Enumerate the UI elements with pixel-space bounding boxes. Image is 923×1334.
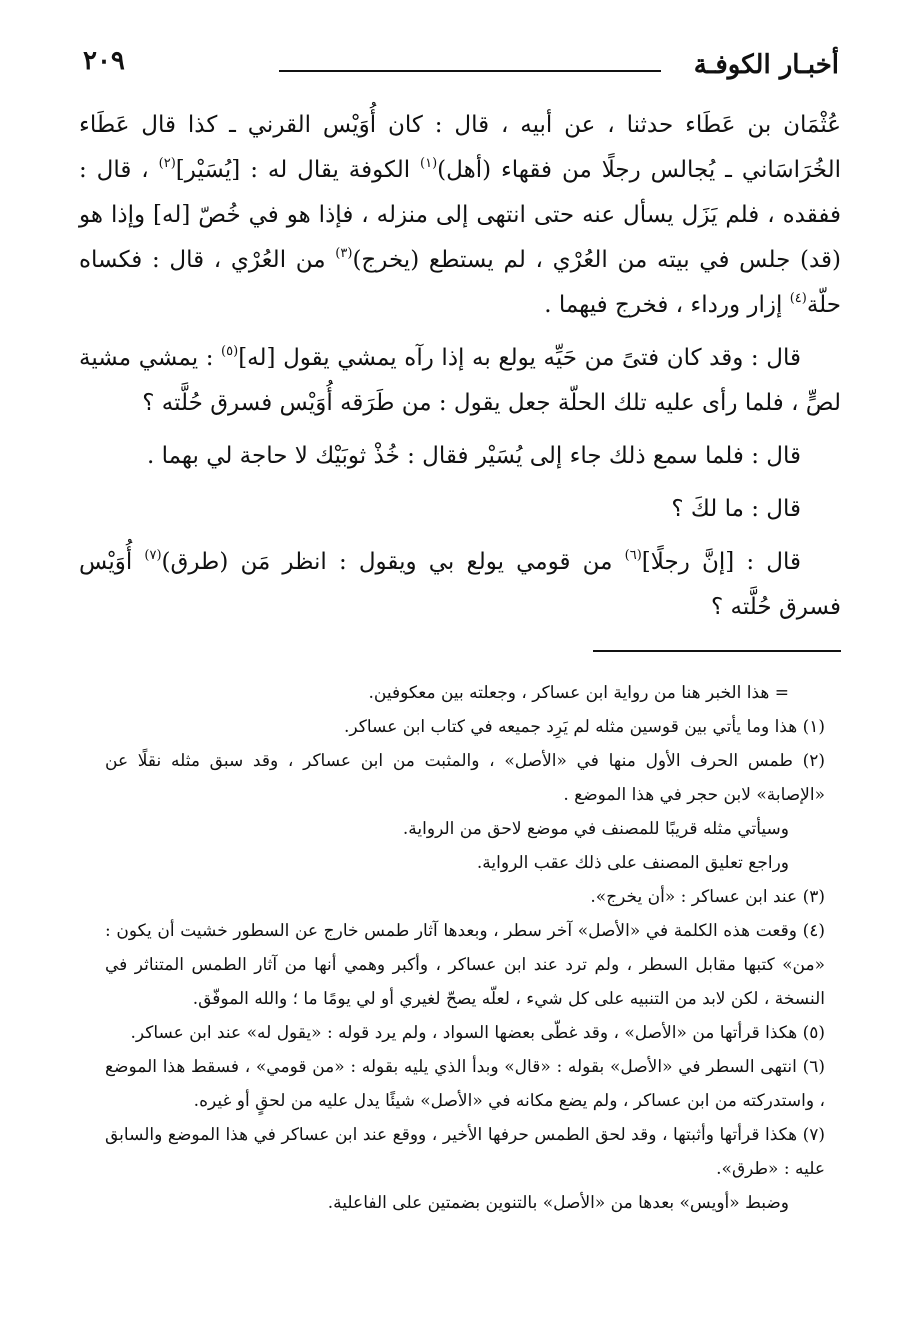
- footnote-2: (٢) طمس الحرف الأول منها في «الأصل» ، والمثبت من ابن عساكر ، وقد سبق مثله نقلًا عن «الإصابة» لابن حجر في هذا الموضع .: [105, 751, 825, 805]
- footnote-ref-7: (٧): [144, 548, 162, 563]
- footnote-4: (٤) وقعت هذه الكلمة في «الأصل» آخر سطر ، وبعدها آثار طمس خارج عن السطور خشيت أن يكون : «من» كتبها مقابل السطر ، ولم ترد عند ابن عساكر ، وأكبر وهمي أنها من آثار الطمس المتناثر في النسخة ، لكن لابد من التنبيه على كل شيء ، لعلّه يصحّ لغيري أو لي يومًا ما ؛ والله الموفّق.: [105, 921, 825, 1009]
- paragraph-5: قال : [إنَّ رجلًا]$^{(٦)}$ من قومي يولع بي ويقول : انظر مَن (طرق)$^{(٧)}$ أُوَيْس فسرق حُلَّته ؟: [79, 548, 841, 620]
- footnote-ref-5: (٥): [221, 344, 239, 359]
- footnote-3: (٣) عند ابن عساكر : «أن يخرج».: [590, 887, 825, 907]
- paragraph-1: عُثْمَان بن عَطَاء حدثنا ، عن أبيه ، قال : كان أُوَيْس القرني ـ كذا قال عَطَاء الخُرَاسَاني ـ يُجالس رجلًا من فقهاء (أهل)$^{(١)}$ الكوفة يقال له : [يُسَيْر]$^{(٢)}$ ، قال : ففقده ، فلم يَزَل يسأل عنه حتى انتهى إلى منزله ، فإذا هو في خُصّ [له] وإذا هو (قد) جلس في بيته من العُرْي ، لم يستطع (يخرج)$^{(٣)}$ من العُرْي ، قال : فكساه حلّة$^{(٤)}$ إزار ورداء ، فخرج فيهما .: [79, 112, 842, 318]
- page-number: ٢٠٩: [83, 46, 125, 76]
- footnote-intro: = هذا الخبر هنا من رواية ابن عساكر ، وجعلته بين معكوفين.: [368, 683, 789, 703]
- footnote-2-line-2: وسيأتي مثله قريبًا للمصنف في موضع لاحق من الرواية.: [402, 819, 789, 839]
- header-rule: [279, 70, 661, 72]
- footnote-ref-6: (٦): [624, 548, 642, 563]
- footnote-7: (٧) هكذا قرأتها وأثبتها ، وقد لحق الطمس حرفها الأخير ، ووقع عند ابن عساكر في هذا الموضع والسابق عليه : «طرق».: [105, 1125, 825, 1179]
- footnote-ref-3: (٣): [335, 246, 353, 261]
- footnote-ref-2: (٢): [158, 156, 176, 171]
- paragraph-3: قال : فلما سمع ذلك جاء إلى يُسَيْر فقال : خُذْ ثوبَيْك لا حاجة لي بهما .: [146, 443, 801, 469]
- main-text: [79, 103, 841, 630]
- footnote-separator: [593, 650, 841, 652]
- footnote-2-line-3: وراجع تعليق المصنف على ذلك عقب الرواية.: [476, 853, 789, 873]
- paragraph-2: قال : وقد كان فتىً من حَيِّه يولع به إذا رآه يمشي يقول [له]$^{(٥)}$ : يمشي مشية لصٍّ ، فلما رأى عليه تلك الحلّة جعل يقول : من طَرَقه أُوَيْس فسرق حُلَّته ؟: [79, 344, 841, 416]
- footnote-5: (٥) هكذا قرأتها من «الأصل» ، وقد غطّى بعضها السواد ، ولم يرد قوله : «يقول له» عند ابن عساكر.: [130, 1023, 825, 1043]
- footnote-6: (٦) انتهى السطر في «الأصل» بقوله : «قال» وبدأ الذي يليه بقوله : «من قومي» ، فسقط هذا الموضع ، واستدركته من ابن عساكر ، ولم يضع مكانه في «الأصل» شيئًا يدل عليه من لحقٍ أو غيره.: [105, 1057, 825, 1111]
- footnote-7-line-2: وضبط «أويس» بعدها من «الأصل» بالتنوين بضمتين على الفاعلية.: [327, 1193, 789, 1213]
- paragraph-4: قال : ما لكَ ؟: [671, 496, 801, 522]
- page-header: [83, 42, 839, 92]
- footnote-ref-4: (٤): [789, 291, 807, 306]
- footnotes: [105, 676, 825, 1220]
- footnote-ref-1: (١): [420, 156, 438, 171]
- footnote-1: (١) هذا وما يأتي بين قوسين مثله لم يَرِد جميعه في كتاب ابن عساكر.: [343, 717, 825, 737]
- running-title: أخبـار الكوفـة: [693, 50, 839, 80]
